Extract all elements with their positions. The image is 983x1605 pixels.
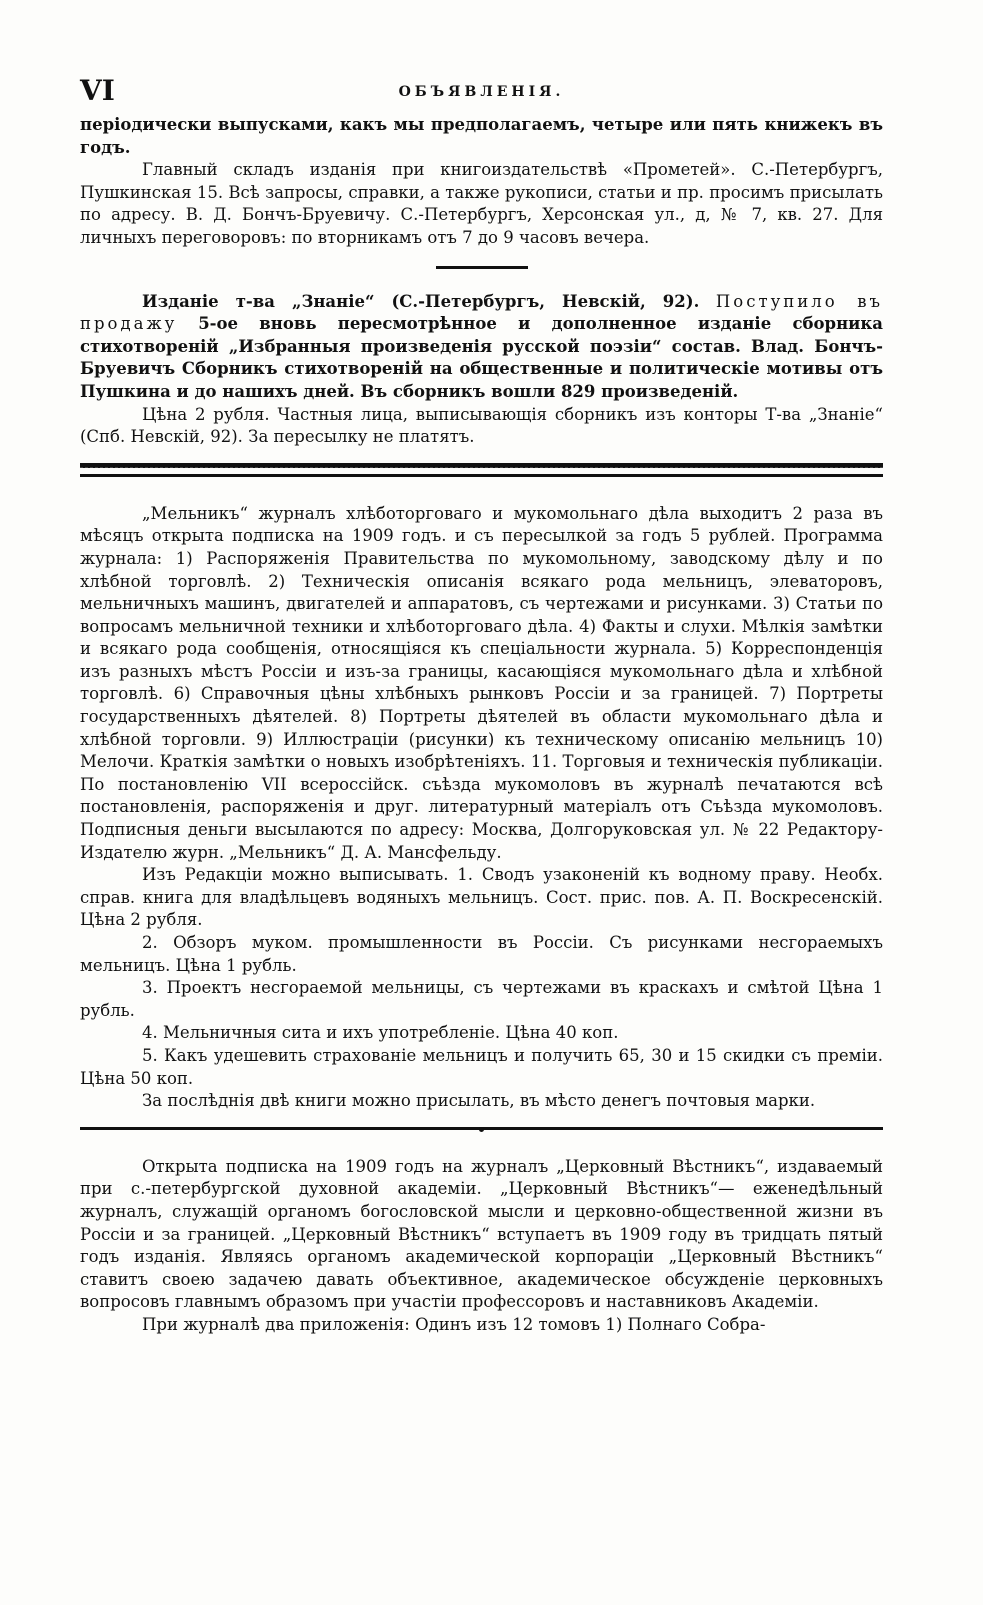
paragraph: Главный складъ изданія при книгоиздательствѣ «Прометей». С.-Петербургъ, Пушкинская 15. Всѣ запросы, справки, а также рукописи, статьи и пр. просимъ присылать по адресу. В. Д. Бончъ-Бруевичу. С.-Петербургъ, Херсонская ул., д, № 7, кв. 27. Для личныхъ переговоровъ: по вторникамъ отъ 7 до 9 часовъ вечера.	[80, 160, 883, 247]
paragraph: При журналѣ два приложенія: Одинъ изъ 12 томовъ 1) Полнаго Собра-	[142, 1314, 766, 1334]
publisher-lead: Изданіе т-ва „Знаніе“ (С.-Петербургъ, Невскій, 92).	[142, 291, 700, 311]
running-title: ОБЪЯВЛЕНІЯ.	[398, 84, 565, 100]
paragraph: 3. Проектъ несгораемой мельницы, съ чертежами въ краскахъ и смѣтой Цѣна 1 рубль.	[80, 978, 883, 1020]
separator-rule	[436, 266, 528, 269]
page-header	[80, 74, 883, 108]
paragraph: „Мельникъ“ журналъ хлѣботорговаго и мукомольнаго дѣла выходитъ 2 раза въ мѣсяцъ открыта подписка на 1909 годъ. и съ пересылкой за годъ 5 рублей. Программа журнала: 1) Распоряженія Правительства по мукомольному, заводскому дѣлу и по хлѣбной торговлѣ. 2) Техническія описанія всякаго рода мельницъ, элеваторовъ, мельничныхъ машинъ, двигателей и аппаратовъ, съ чертежами и рисунками. 3) Статьи по вопросамъ мельничной техники и хлѣботорговаго дѣла. 4) Факты и слухи. Мѣлкія замѣтки и всякаго рода сообщенія, относящіяся къ спеціальности журнала. 5) Корреспонденція изъ разныхъ мѣстъ Россіи и изъ-за границы, касающіяся мукомольнаго дѣла и хлѣбной торговлѣ. 6) Справочныя цѣны хлѣбныхъ рынковъ Россіи и за границей. 7) Портреты государственныхъ дѣятелей. 8) Портреты дѣятелей въ области мукомольнаго дѣла и хлѣбной торговли. 9) Иллюстраціи (рисунки) къ техническому описанію мельницъ 10) Мелочи. Краткія замѣтки о новыхъ изобрѣтеніяхъ. 11. Торговыя и техническія публикаціи. По постановленію VII всероссійск. съѣзда мукомоловъ въ журналѣ печатаются всѣ постановленія, распоряженія и друг. литературный матеріалъ отъ Съѣзда мукомоловъ. Подписныя деньги высылаются по адресу: Москва, Долгоруковская ул. № 22 Редактору-Издателю журн. „Мельникъ“ Д. А. Мансфельду.	[80, 503, 883, 862]
page-number: VI	[80, 74, 115, 107]
paragraph: Открыта подписка на 1909 годъ на журналъ „Церковный Вѣстникъ“, издаваемый при с.-петербургской духовной академіи. „Церковный Вѣстникъ“— еженедѣльный журналъ, служащій органомъ богословской мысли и церковно-общественной жизни въ Россіи и за границей. „Церковный Вѣстникъ“ вступаетъ въ 1909 году въ тридцать пятый годъ изданія. Являясь органомъ академической корпораціи „Церковный Вѣстникъ“ ставитъ своею задачею давать объективное, академическое обсужденіе церковныхъ вопросовъ главнымъ образомъ при участіи профессоровъ и наставниковъ Академіи.	[80, 1156, 883, 1312]
paragraph: 4. Мельничныя сита и ихъ употребленіе. Цѣна 40 коп.	[142, 1023, 619, 1043]
paragraph: За послѣднія двѣ книги можно присылать, въ мѣсто денегъ почтовыя марки.	[142, 1091, 816, 1111]
announcement-prometheus	[80, 114, 883, 250]
on-sale-label: Поступило въ продажу	[80, 291, 884, 334]
paragraph-rest: 5-ое вновь пересмотрѣнное и дополненное изданіе сборника стихотвореній „Избранныя произведенія русской поэзіи“ состав. Влад. Бончъ-Бруевичъ Сборникъ стихотвореній на общественные и политическіе мотивы отъ Пушкина и до нашихъ дней. Въ сборникъ вошли 829 произведеній.	[80, 314, 883, 401]
announcement-melnik	[80, 503, 883, 1113]
paragraph: 5. Какъ удешевить страхованіе мельницъ и получить 65, 30 и 15 скидки съ преміи. Цѣна 50 коп.	[80, 1045, 883, 1088]
paragraph: 2. Обзоръ муком. промышленности въ Россіи. Съ рисунками несгораемыхъ мельницъ. Цѣна 1 рубль.	[80, 933, 883, 975]
paragraph: періодически выпусками, какъ мы предполагаемъ, четыре или пять книжекъ въ годъ.	[80, 115, 883, 157]
separator-rule	[80, 463, 883, 468]
separator-dot	[80, 1117, 883, 1123]
paragraph	[80, 291, 883, 404]
paragraph: Изъ Редакціи можно выписывать. 1. Сводъ узаконеній къ водному праву. Необх. справ. книга для владѣльцевъ водяныхъ мельницъ. Сост. прис. пов. А. П. Воскресенскій. Цѣна 2 рубля.	[80, 865, 883, 930]
announcement-znanie	[80, 291, 883, 449]
announcement-tserkovny-vestnik	[80, 1156, 883, 1337]
separator-rule	[80, 474, 883, 477]
paragraph: Цѣна 2 рубля. Частныя лица, выписывающія сборникъ изъ конторы Т-ва „Знаніе“ (Спб. Невскій, 92). За пересылку не платятъ.	[80, 404, 883, 447]
